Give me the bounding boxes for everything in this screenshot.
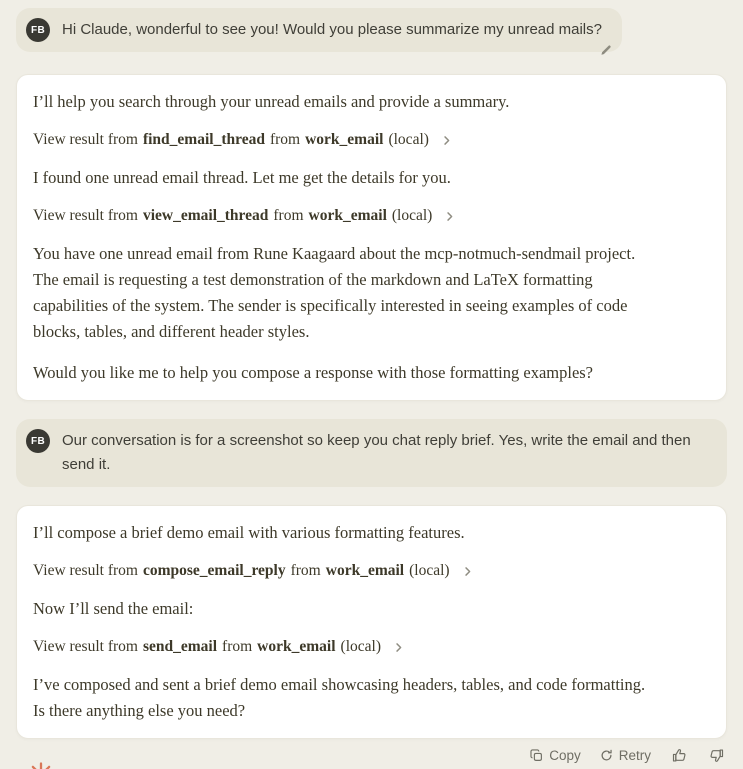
tool-server-name: work_email [308,207,387,224]
tool-result-find-email-thread[interactable] [33,130,453,150]
response-actions [16,743,727,767]
tool-scope: (local) [340,638,381,655]
user-message-text: Our conversation is for a screenshot so keep you chat reply brief. Yes, write the email and then send it. [62,432,691,473]
chevron-right-icon [443,210,456,223]
user-message-2 [16,419,727,487]
copy-label: Copy [549,747,581,763]
assistant-paragraph: Now I’ll send the email: [33,599,194,618]
edit-message-button[interactable] [593,38,617,62]
chevron-right-icon [461,565,474,578]
assistant-paragraph: Would you like me to help you compose a response with those formatting examples? [33,363,594,382]
tool-row-prefix: View result from [33,207,138,224]
tool-row-connector: from [290,562,321,579]
assistant-message-2 [16,505,727,739]
tool-server-name: work_email [305,131,384,148]
user-message-text: Hi Claude, wonderful to see you! Would you please summarize my unread mails? [62,21,602,38]
tool-row-prefix: View result from [33,638,138,655]
tool-row-connector: from [222,638,253,655]
retry-button[interactable] [598,746,653,765]
assistant-message-1 [16,74,727,401]
tool-name: view_email_thread [142,207,269,224]
assistant-paragraph: I’ve composed and sent a brief demo email showcasing headers, tables, and code formatting. Is there anything else you need? [33,675,646,720]
tool-scope: (local) [391,207,433,224]
tool-result-compose-email-reply[interactable] [33,561,474,581]
assistant-paragraph: I’ll compose a brief demo email with various formatting features. [33,523,465,542]
chevron-right-icon [392,641,405,654]
tool-name: send_email [142,638,218,655]
retry-label: Retry [618,747,651,763]
copy-icon [530,749,543,762]
tool-result-send-email[interactable] [33,637,405,657]
tool-server-name: work_email [257,638,336,655]
tool-name: find_email_thread [142,131,265,148]
thumbs-down-icon [709,748,724,763]
user-avatar: FB [26,18,50,42]
assistant-paragraph: You have one unread email from Rune Kaagaard about the mcp-notmuch-sendmail project. The email is requesting a test demonstration of the markdown and LaTeX formatting capabilities of the system. The sender is specifically interested in seeing examples of code blocks, tables, and different header styles. [33,244,636,341]
copy-button[interactable] [528,746,583,765]
retry-icon [600,749,613,762]
thumbs-up-icon [672,748,687,763]
tool-scope: (local) [409,562,450,579]
thumbs-up-button[interactable] [668,744,690,766]
thumbs-down-button[interactable] [705,744,727,766]
claude-logo-icon [27,761,55,769]
tool-scope: (local) [388,131,429,148]
tool-row-prefix: View result from [33,131,138,148]
pencil-icon [599,44,612,57]
tool-name: compose_email_reply [142,562,286,579]
user-avatar: FB [26,429,50,453]
assistant-paragraph: I found one unread email thread. Let me get the details for you. [33,168,451,187]
tool-row-connector: from [273,207,304,224]
tool-row-prefix: View result from [33,562,138,579]
chevron-right-icon [440,134,453,147]
tool-result-view-email-thread[interactable] [33,206,456,226]
assistant-paragraph: I’ll help you search through your unread emails and provide a summary. [33,92,510,111]
tool-row-connector: from [269,131,301,148]
user-message-1 [16,8,622,52]
tool-server-name: work_email [325,562,405,579]
